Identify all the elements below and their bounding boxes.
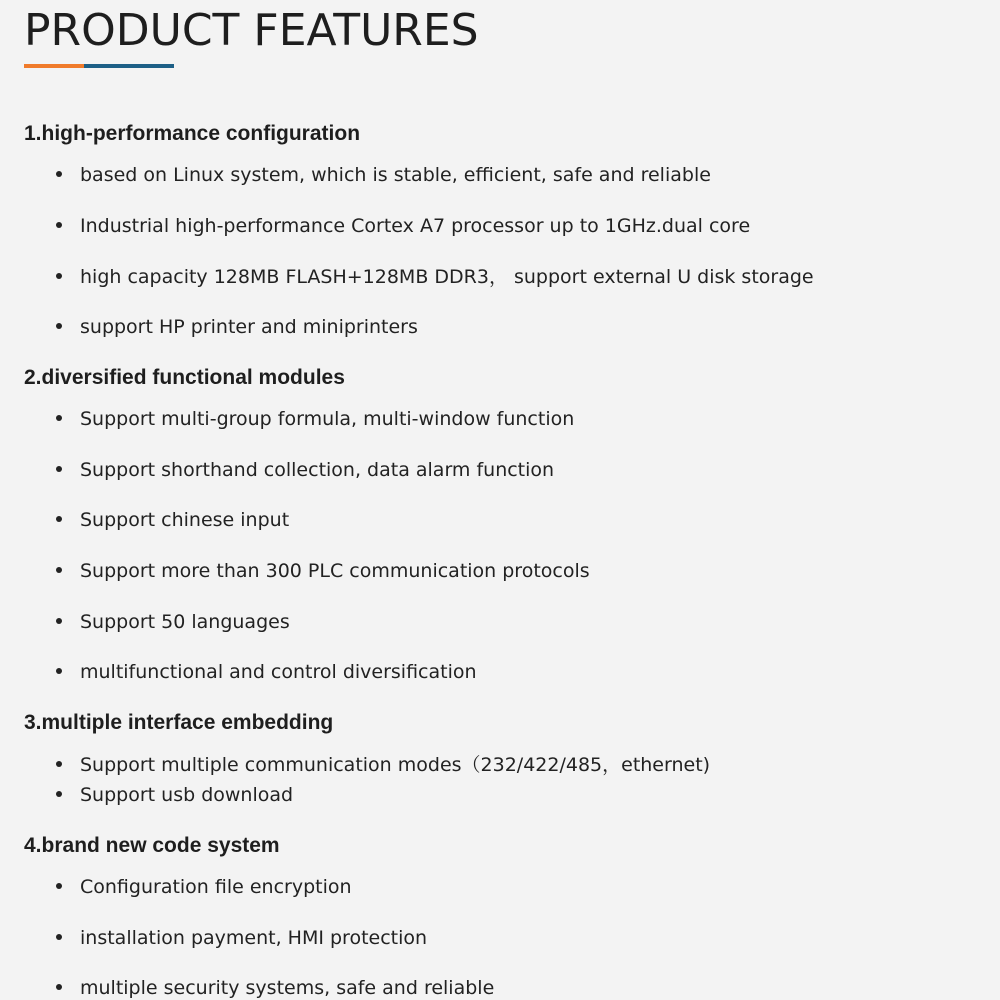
feature-item [56,163,711,187]
bullet-icon [56,323,62,329]
feature-item [56,875,352,899]
bullet-icon [56,273,62,279]
bullet-icon [56,883,62,889]
section-heading-2: 2.diversified functional modules [24,366,345,389]
feature-item [56,214,750,238]
bullet-icon [56,984,62,990]
feature-text: multiple security systems, safe and reliable [80,977,495,999]
bullet-icon [56,934,62,940]
section-heading-3: 3.multiple interface embedding [24,711,334,734]
feature-text: multifunctional and control diversification [80,661,477,683]
bullet-icon [56,668,62,674]
feature-text: based on Linux system, which is stable, efficient, safe and reliable [80,164,711,186]
section-heading-4: 4.brand new code system [24,834,280,857]
bullet-icon [56,415,62,421]
feature-item [56,508,289,532]
feature-item [56,407,574,431]
feature-text: support HP printer and miniprinters [80,316,418,338]
feature-item [56,610,290,634]
feature-text: Configuration file encryption [80,876,352,898]
bullet-icon [56,791,62,797]
bullet-icon [56,516,62,522]
bullet-icon [56,761,62,767]
feature-text: installation payment, HMI protection [80,927,428,949]
feature-text: Support multi-group formula, multi-window function [80,408,575,430]
feature-item [56,976,494,1000]
feature-text: Support chinese input [80,509,290,531]
feature-item [56,315,418,339]
feature-text: Support more than 300 PLC communication protocols [80,560,590,582]
feature-text: Support 50 languages [80,611,290,633]
feature-text: Support shorthand collection, data alarm function [80,459,555,481]
feature-text: high capacity 128MB FLASH+128MB DDR3， support external U disk storage [80,266,814,288]
underline-blue-segment [84,64,174,68]
feature-item [56,660,477,684]
feature-item [56,458,554,482]
title-underline [24,64,174,68]
feature-item [56,559,590,583]
section-heading-1: 1.high-performance configuration [24,122,361,145]
feature-text: Industrial high-performance Cortex A7 processor up to 1GHz.dual core [80,215,751,237]
page-title: PRODUCT FEATURES [24,5,479,56]
feature-item [56,753,710,777]
bullet-icon [56,567,62,573]
feature-text: Support usb download [80,784,294,806]
feature-item [56,926,427,950]
bullet-icon [56,171,62,177]
bullet-icon [56,466,62,472]
feature-text: Support multiple communication modes（232/422/485，ethernet) [80,754,711,776]
bullet-icon [56,618,62,624]
feature-item [56,783,293,807]
bullet-icon [56,222,62,228]
underline-orange-segment [24,64,84,68]
feature-item [56,265,814,289]
